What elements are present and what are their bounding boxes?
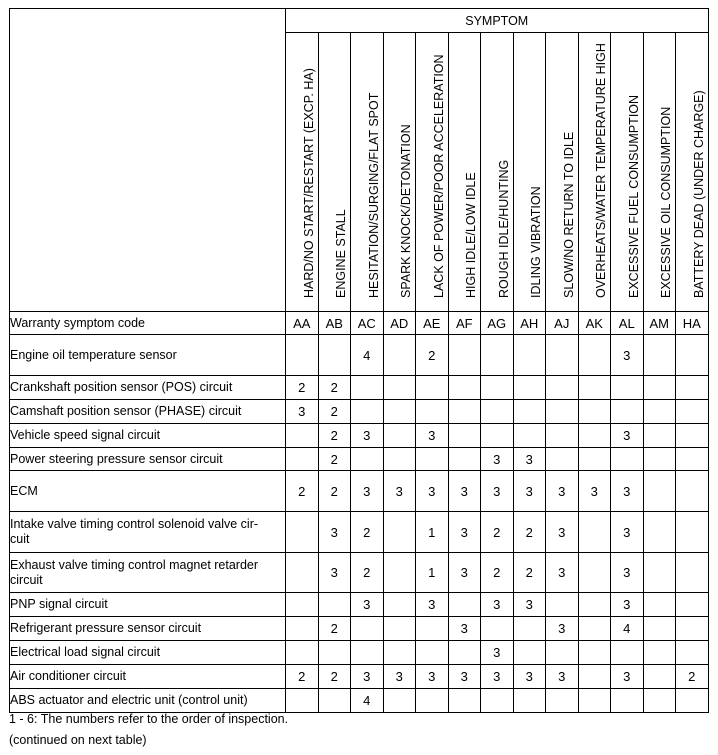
symptom-name: ROUGH IDLE/HUNTING (496, 159, 511, 298)
warranty-code-cell: AC (351, 312, 384, 335)
inspection-order-cell (383, 400, 416, 424)
inspection-order-cell (578, 689, 611, 713)
inspection-order-cell: 3 (481, 593, 514, 617)
symptom-name: EXCESSIVE FUEL CONSUMPTION (626, 94, 641, 298)
inspection-order-cell: 2 (318, 448, 351, 471)
component-label: ABS actuator and electric unit (control unit) (10, 689, 286, 713)
inspection-order-cell (286, 512, 319, 553)
warranty-code-cell: AK (578, 312, 611, 335)
inspection-order-cell (676, 376, 709, 400)
symptom-column-header (578, 33, 611, 312)
inspection-order-cell (481, 689, 514, 713)
inspection-order-cell (383, 617, 416, 641)
inspection-order-cell: 3 (351, 471, 384, 512)
symptom-column-header (611, 33, 644, 312)
inspection-order-cell (416, 641, 449, 665)
inspection-order-cell (578, 448, 611, 471)
inspection-order-cell (643, 665, 676, 689)
component-label: PNP signal circuit (10, 593, 286, 617)
inspection-order-cell: 3 (611, 335, 644, 376)
inspection-order-cell (676, 424, 709, 448)
inspection-order-cell (351, 400, 384, 424)
component-label-line: circuit (10, 572, 43, 587)
inspection-order-cell: 3 (546, 512, 579, 553)
inspection-order-cell: 2 (513, 553, 546, 593)
inspection-order-cell: 3 (351, 665, 384, 689)
symptom-column-header (546, 33, 579, 312)
table-row (10, 553, 709, 593)
inspection-order-cell (676, 617, 709, 641)
component-label: Refrigerant pressure sensor circuit (10, 617, 286, 641)
inspection-order-cell (611, 448, 644, 471)
symptom-column-header (643, 33, 676, 312)
table-row (10, 512, 709, 553)
inspection-order-cell: 1 (416, 553, 449, 593)
inspection-order-cell: 2 (318, 376, 351, 400)
inspection-order-cell: 3 (611, 553, 644, 593)
inspection-order-cell (676, 471, 709, 512)
inspection-order-cell: 3 (448, 512, 481, 553)
symptom-name: OVERHEATS/WATER TEMPERATURE HIGH (594, 43, 609, 298)
inspection-order-cell (481, 400, 514, 424)
inspection-order-cell: 3 (481, 448, 514, 471)
inspection-order-cell (578, 335, 611, 376)
inspection-order-cell: 3 (546, 471, 579, 512)
table-row (10, 641, 709, 665)
inspection-order-cell: 2 (286, 665, 319, 689)
inspection-order-cell (318, 689, 351, 713)
inspection-order-cell (676, 641, 709, 665)
inspection-order-cell (416, 376, 449, 400)
warranty-code-row (10, 312, 709, 335)
symptom-column-header (383, 33, 416, 312)
component-label (10, 553, 286, 593)
inspection-order-cell (578, 512, 611, 553)
warranty-code-label: Warranty symptom code (10, 312, 286, 335)
warranty-code-cell: AD (383, 312, 416, 335)
inspection-order-cell (546, 448, 579, 471)
warranty-code-cell: AB (318, 312, 351, 335)
inspection-order-cell (383, 376, 416, 400)
warranty-code-cell: AF (448, 312, 481, 335)
inspection-order-cell: 3 (318, 512, 351, 553)
table-row (10, 617, 709, 641)
inspection-order-cell (513, 617, 546, 641)
inspection-order-cell: 4 (351, 689, 384, 713)
component-label: Crankshaft position sensor (POS) circuit (10, 376, 286, 400)
symptom-column-header (318, 33, 351, 312)
inspection-order-cell (448, 376, 481, 400)
symptom-column-header (513, 33, 546, 312)
component-label-line: Intake valve timing control solenoid valve cir- (10, 517, 259, 531)
inspection-order-cell (286, 689, 319, 713)
warranty-code-cell: AG (481, 312, 514, 335)
inspection-order-cell (643, 593, 676, 617)
inspection-order-cell (448, 593, 481, 617)
inspection-order-cell (383, 689, 416, 713)
inspection-order-cell: 3 (578, 471, 611, 512)
inspection-order-cell: 2 (481, 553, 514, 593)
inspection-order-cell: 2 (676, 665, 709, 689)
table-row (10, 448, 709, 471)
inspection-order-cell (643, 335, 676, 376)
component-label: Engine oil temperature sensor (10, 335, 286, 376)
inspection-order-cell (578, 617, 611, 641)
inspection-order-cell (448, 400, 481, 424)
inspection-order-cell (513, 424, 546, 448)
inspection-order-cell (513, 376, 546, 400)
table-row (10, 400, 709, 424)
inspection-order-cell: 1 (416, 512, 449, 553)
inspection-order-cell (676, 553, 709, 593)
inspection-order-cell: 3 (546, 617, 579, 641)
inspection-order-cell (578, 424, 611, 448)
inspection-order-cell (643, 512, 676, 553)
warranty-code-cell: AE (416, 312, 449, 335)
inspection-order-cell (643, 689, 676, 713)
inspection-order-cell (676, 689, 709, 713)
inspection-order-cell (513, 689, 546, 713)
warranty-code-cell: AJ (546, 312, 579, 335)
inspection-order-cell (383, 512, 416, 553)
inspection-order-cell: 3 (611, 665, 644, 689)
inspection-order-cell (286, 617, 319, 641)
table-row (10, 335, 709, 376)
inspection-order-cell (578, 553, 611, 593)
inspection-order-cell (383, 641, 416, 665)
inspection-order-cell: 2 (318, 665, 351, 689)
symptom-name: IDLING VIBRATION (529, 186, 544, 298)
symptom-column-header (416, 33, 449, 312)
inspection-order-cell (676, 512, 709, 553)
inspection-order-cell: 3 (351, 424, 384, 448)
inspection-order-cell (676, 448, 709, 471)
inspection-order-cell (448, 335, 481, 376)
inspection-order-cell (611, 400, 644, 424)
inspection-order-cell (416, 448, 449, 471)
table-row (10, 593, 709, 617)
matrix-body (10, 312, 709, 713)
inspection-order-cell: 3 (513, 448, 546, 471)
inspection-order-cell (676, 335, 709, 376)
inspection-order-cell: 3 (286, 400, 319, 424)
inspection-order-cell: 3 (448, 553, 481, 593)
inspection-order-cell (383, 424, 416, 448)
inspection-order-cell (448, 641, 481, 665)
component-label: Electrical load signal circuit (10, 641, 286, 665)
inspection-order-cell (643, 400, 676, 424)
inspection-order-cell: 2 (318, 617, 351, 641)
inspection-order-cell (578, 665, 611, 689)
component-label-line: cuit (10, 532, 30, 546)
symptom-name: BATTERY DEAD (UNDER CHARGE) (691, 90, 706, 298)
inspection-order-cell (448, 689, 481, 713)
inspection-order-cell (578, 400, 611, 424)
warranty-code-cell: AM (643, 312, 676, 335)
inspection-order-cell (546, 641, 579, 665)
table-row (10, 424, 709, 448)
inspection-order-cell (643, 424, 676, 448)
table-corner-cell (10, 9, 286, 312)
inspection-order-cell (481, 424, 514, 448)
inspection-order-cell (546, 593, 579, 617)
inspection-order-cell: 2 (513, 512, 546, 553)
inspection-order-cell: 2 (351, 512, 384, 553)
footnote-inspection-order: 1 - 6: The numbers refer to the order of inspection. (9, 712, 289, 726)
symptom-name: SLOW/NO RETURN TO IDLE (561, 131, 576, 298)
inspection-order-cell (448, 448, 481, 471)
symptom-column-header (481, 33, 514, 312)
inspection-order-cell (286, 593, 319, 617)
symptom-name: LACK OF POWER/POOR ACCELERATION (431, 54, 446, 298)
symptom-name: EXCESSIVE OIL CONSUMPTION (659, 106, 674, 298)
symptom-name: HARD/NO START/RESTART (EXCP. HA) (301, 68, 316, 298)
inspection-order-cell (546, 376, 579, 400)
inspection-order-cell: 3 (448, 617, 481, 641)
inspection-order-cell: 3 (611, 471, 644, 512)
inspection-order-cell (481, 335, 514, 376)
symptom-column-header (286, 33, 319, 312)
inspection-order-cell (351, 617, 384, 641)
inspection-order-cell: 3 (611, 424, 644, 448)
inspection-order-cell: 3 (611, 512, 644, 553)
inspection-order-cell (513, 400, 546, 424)
symptom-header: SYMPTOM (286, 9, 709, 33)
symptom-column-header (351, 33, 384, 312)
inspection-order-cell (643, 448, 676, 471)
footnote-continued: (continued on next table) (9, 733, 147, 747)
table-row (10, 689, 709, 713)
inspection-order-cell (351, 376, 384, 400)
symptom-name: HIGH IDLE/LOW IDLE (464, 172, 479, 298)
inspection-order-cell (383, 553, 416, 593)
inspection-order-cell (578, 376, 611, 400)
component-label: Power steering pressure sensor circuit (10, 448, 286, 471)
inspection-order-cell (546, 424, 579, 448)
symptom-name: SPARK KNOCK/DETONATION (399, 124, 414, 298)
inspection-order-cell: 3 (351, 593, 384, 617)
inspection-order-cell (481, 376, 514, 400)
component-label (10, 512, 286, 553)
inspection-order-cell (513, 335, 546, 376)
inspection-order-cell: 3 (546, 665, 579, 689)
symptom-column-header (448, 33, 481, 312)
inspection-order-cell: 2 (318, 471, 351, 512)
inspection-order-cell (546, 335, 579, 376)
inspection-order-cell: 3 (513, 593, 546, 617)
inspection-order-cell (383, 448, 416, 471)
inspection-order-cell (286, 641, 319, 665)
inspection-order-cell: 3 (416, 593, 449, 617)
inspection-order-cell: 3 (416, 471, 449, 512)
symptom-matrix-table (9, 8, 709, 713)
inspection-order-cell: 2 (481, 512, 514, 553)
inspection-order-cell: 2 (351, 553, 384, 593)
inspection-order-cell (643, 641, 676, 665)
inspection-order-cell: 4 (351, 335, 384, 376)
inspection-order-cell (286, 448, 319, 471)
inspection-order-cell (318, 641, 351, 665)
inspection-order-cell (578, 593, 611, 617)
inspection-order-cell (351, 641, 384, 665)
symptom-column-header (676, 33, 709, 312)
inspection-order-cell (611, 641, 644, 665)
inspection-order-cell: 2 (286, 376, 319, 400)
inspection-order-cell: 2 (286, 471, 319, 512)
warranty-code-cell: AL (611, 312, 644, 335)
inspection-order-cell: 2 (318, 424, 351, 448)
table-row (10, 471, 709, 512)
inspection-order-cell: 3 (318, 553, 351, 593)
warranty-code-cell: AH (513, 312, 546, 335)
inspection-order-cell: 3 (611, 593, 644, 617)
inspection-order-cell (578, 641, 611, 665)
table-row (10, 665, 709, 689)
symptom-name: HESITATION/SURGING/FLAT SPOT (366, 92, 381, 298)
inspection-order-cell (318, 593, 351, 617)
inspection-order-cell (611, 376, 644, 400)
warranty-code-cell: AA (286, 312, 319, 335)
inspection-order-cell: 3 (513, 471, 546, 512)
inspection-order-cell: 3 (481, 665, 514, 689)
inspection-order-cell (286, 553, 319, 593)
component-label: ECM (10, 471, 286, 512)
inspection-order-cell: 2 (416, 335, 449, 376)
symptom-name: ENGINE STALL (334, 209, 349, 298)
inspection-order-cell: 3 (546, 553, 579, 593)
inspection-order-cell (286, 335, 319, 376)
inspection-order-cell (643, 471, 676, 512)
inspection-order-cell (383, 335, 416, 376)
table-row (10, 376, 709, 400)
inspection-order-cell (643, 553, 676, 593)
inspection-order-cell (416, 617, 449, 641)
inspection-order-cell (448, 424, 481, 448)
inspection-order-cell: 3 (383, 471, 416, 512)
inspection-order-cell: 3 (448, 665, 481, 689)
inspection-order-cell (416, 400, 449, 424)
component-label: Air conditioner circuit (10, 665, 286, 689)
inspection-order-cell: 4 (611, 617, 644, 641)
inspection-order-cell (383, 593, 416, 617)
inspection-order-cell (546, 400, 579, 424)
inspection-order-cell (643, 376, 676, 400)
inspection-order-cell (643, 617, 676, 641)
inspection-order-cell (546, 689, 579, 713)
component-label: Camshaft position sensor (PHASE) circuit (10, 400, 286, 424)
inspection-order-cell: 3 (513, 665, 546, 689)
component-label-line: Exhaust valve timing control magnet retarder (10, 557, 259, 572)
warranty-code-cell: HA (676, 312, 709, 335)
inspection-order-cell (318, 335, 351, 376)
component-label: Vehicle speed signal circuit (10, 424, 286, 448)
inspection-order-cell: 3 (448, 471, 481, 512)
inspection-order-cell: 3 (481, 471, 514, 512)
inspection-order-cell (676, 400, 709, 424)
inspection-order-cell (351, 448, 384, 471)
inspection-order-cell (676, 593, 709, 617)
inspection-order-cell (286, 424, 319, 448)
inspection-order-cell: 3 (416, 665, 449, 689)
inspection-order-cell (611, 689, 644, 713)
inspection-order-cell (481, 617, 514, 641)
inspection-order-cell: 3 (481, 641, 514, 665)
inspection-order-cell (416, 689, 449, 713)
inspection-order-cell (513, 641, 546, 665)
inspection-order-cell: 2 (318, 400, 351, 424)
inspection-order-cell: 3 (383, 665, 416, 689)
inspection-order-cell: 3 (416, 424, 449, 448)
